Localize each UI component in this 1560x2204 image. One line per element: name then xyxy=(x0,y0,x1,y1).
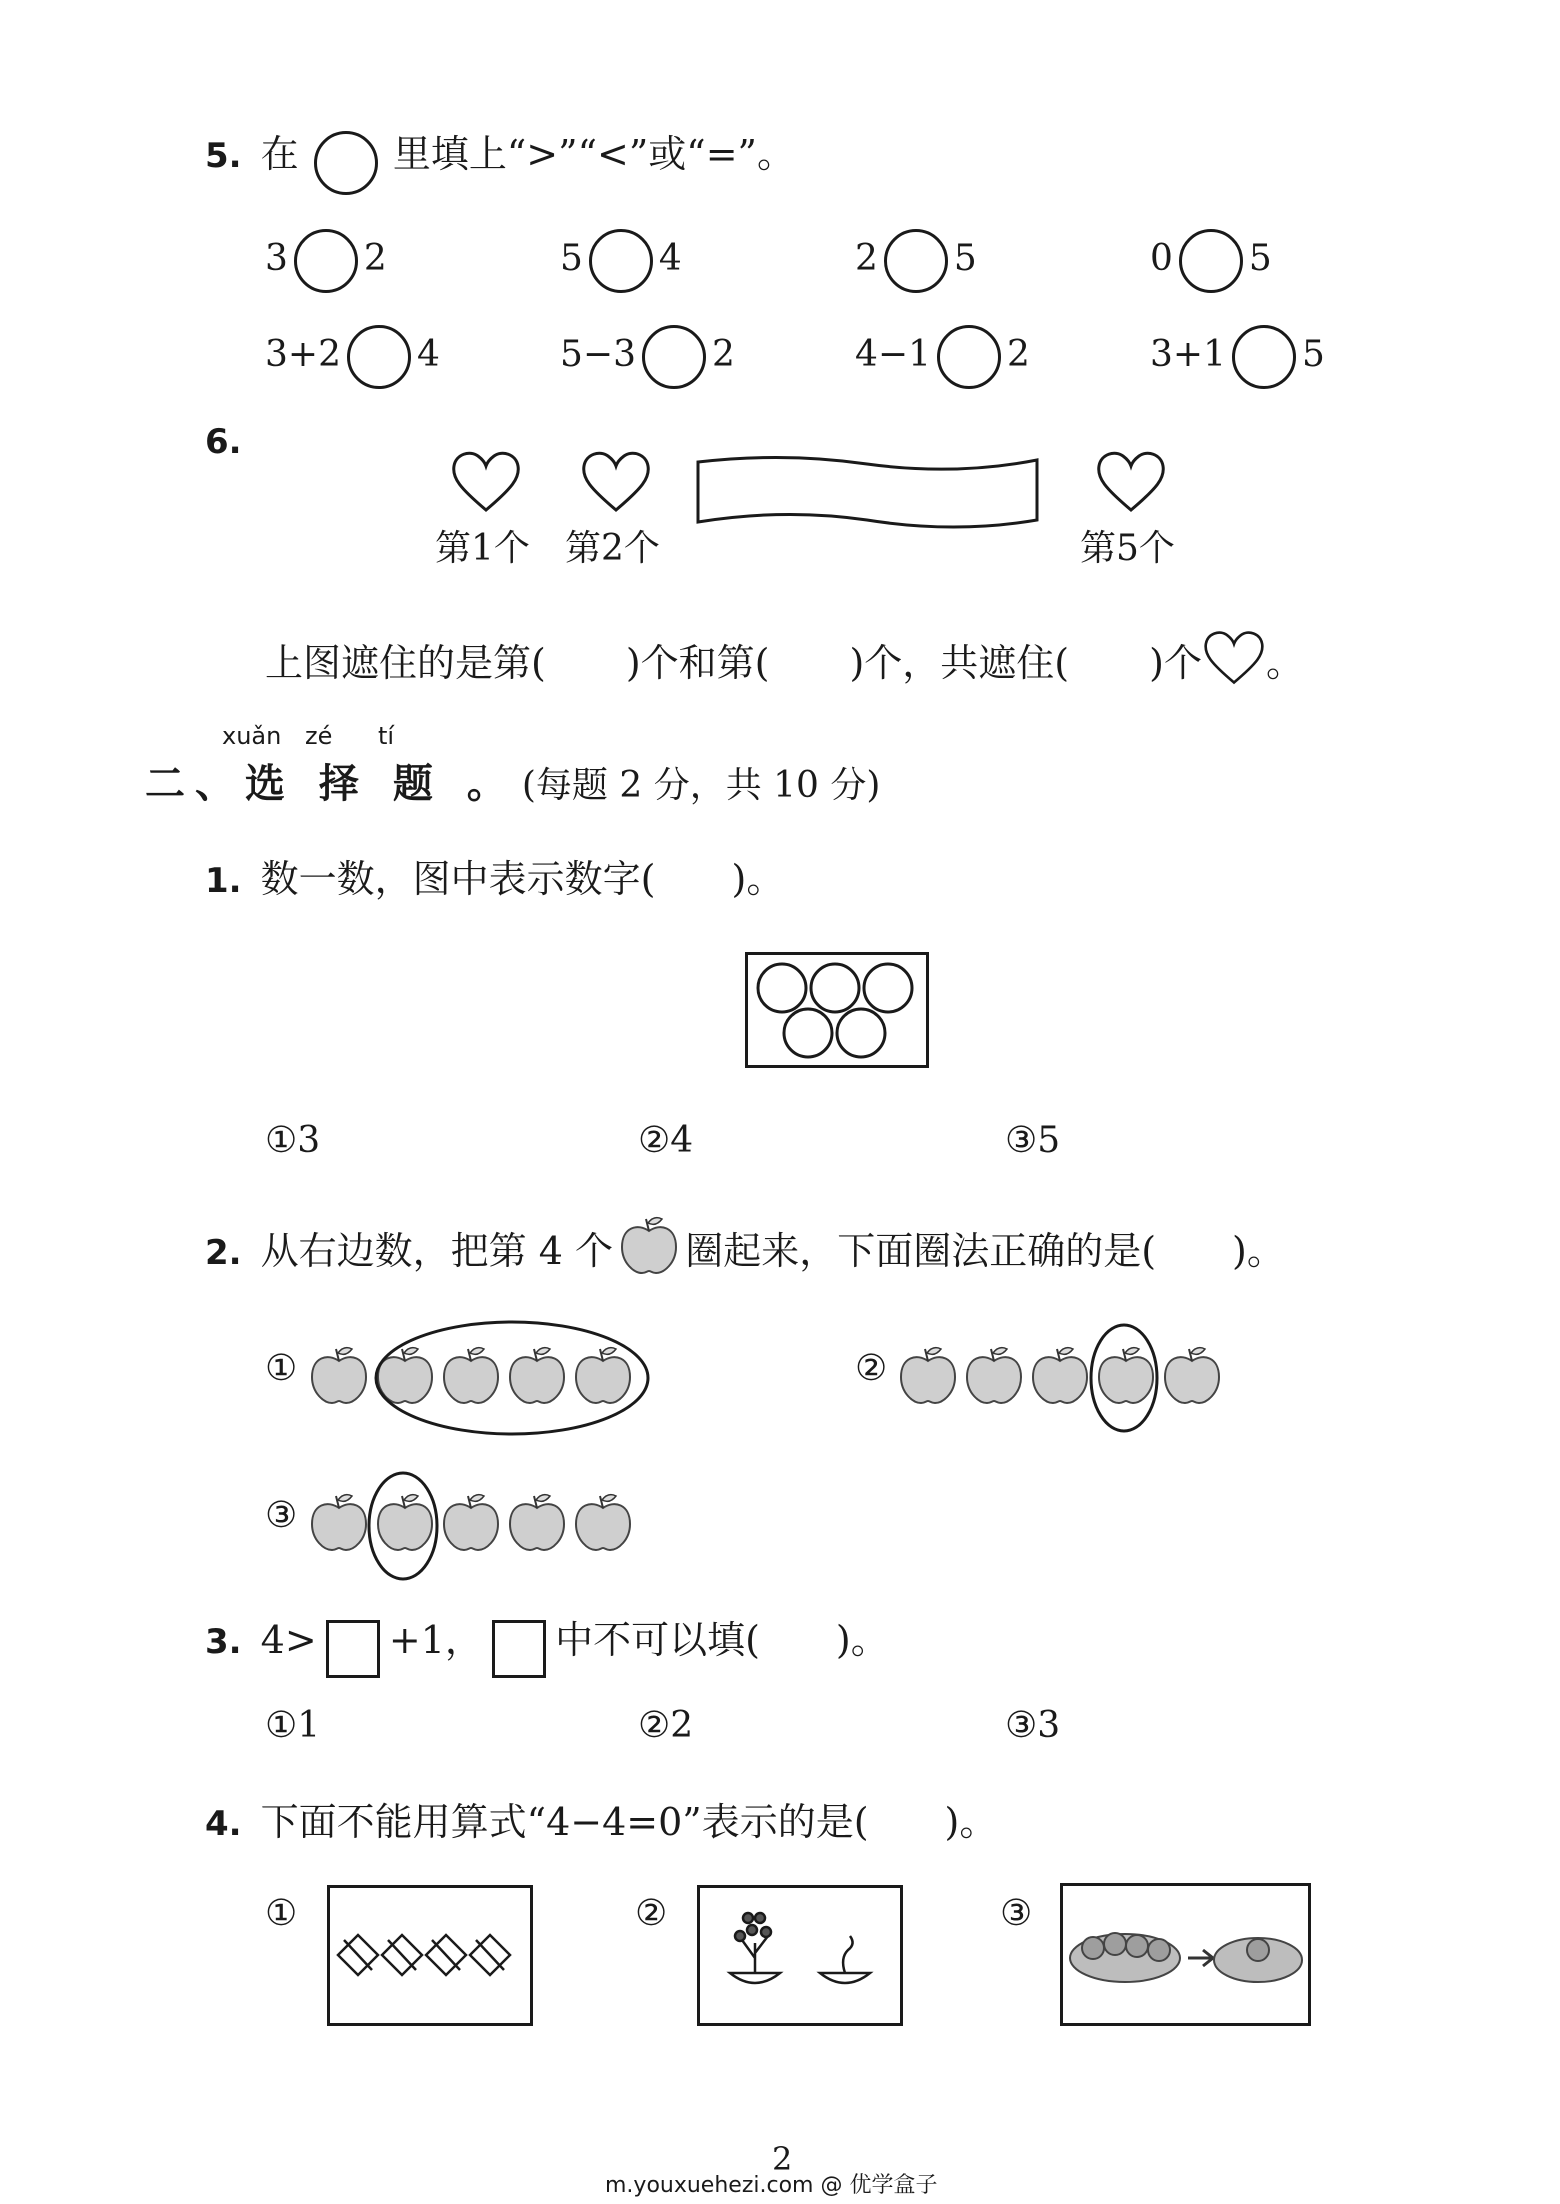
left-operand: 4−1 xyxy=(855,334,931,375)
section2-heading xyxy=(145,752,880,809)
c3-option-1: ①1 xyxy=(265,1705,321,1746)
watermark-site: m.youxuehezi.com @ 优学盒子 xyxy=(605,2173,938,2198)
apple-icon xyxy=(308,1345,370,1411)
c4-number: 4. xyxy=(205,1804,242,1844)
comparison-item xyxy=(265,322,440,388)
left-operand: 2 xyxy=(855,238,878,279)
comparison-item xyxy=(265,226,387,292)
right-operand: 5 xyxy=(1301,334,1325,375)
c4-option-3: ③ xyxy=(1000,1893,1033,1934)
c1-option-3: ③5 xyxy=(1005,1120,1061,1161)
q5-prefix: 在 xyxy=(260,132,299,176)
c2-option-3: ③ xyxy=(265,1495,298,1536)
selection-oval xyxy=(1088,1322,1160,1438)
c3-text-c: 中不可以填( )。 xyxy=(555,1618,889,1662)
q6-question xyxy=(265,628,1304,692)
answer-circle[interactable] xyxy=(642,325,706,389)
c2-text-b: 圈起来，下面圈法正确的是( )。 xyxy=(685,1229,1285,1273)
comparison-item xyxy=(1150,322,1325,388)
page-number: 2 xyxy=(772,2140,793,2178)
c3-option-2: ②2 xyxy=(638,1705,694,1746)
q5-instruction: 里填上“>”“<”或“=”。 xyxy=(392,132,795,176)
c4-option-1: ① xyxy=(265,1893,298,1934)
right-operand: 2 xyxy=(711,334,735,375)
apple-icon xyxy=(308,1492,370,1558)
c1-question xyxy=(205,848,784,903)
right-operand: 5 xyxy=(1248,238,1272,279)
answer-circle[interactable] xyxy=(1232,325,1296,389)
frogs-box xyxy=(1060,1883,1311,2026)
left-operand: 3+1 xyxy=(1150,334,1226,375)
heart-icon xyxy=(580,448,652,514)
answer-circle[interactable] xyxy=(347,325,411,389)
c2-number: 2. xyxy=(205,1233,242,1273)
answer-circle[interactable] xyxy=(1179,229,1243,293)
c2-option-1: ① xyxy=(265,1348,298,1389)
heart-icon xyxy=(450,448,522,514)
comparison-item xyxy=(855,322,1030,388)
left-operand: 3+2 xyxy=(265,334,341,375)
c1-text: 数一数，图中表示数字( )。 xyxy=(260,857,785,901)
c4-option-2: ② xyxy=(635,1893,668,1934)
blank-square xyxy=(492,1620,546,1678)
answer-circle[interactable] xyxy=(589,229,653,293)
apple-icon xyxy=(897,1345,959,1411)
left-operand: 3 xyxy=(265,238,288,279)
left-operand: 5 xyxy=(560,238,583,279)
section2-title: 二、选 择 题 。 xyxy=(145,760,517,807)
section2-pinyin-2: zé xyxy=(305,722,333,750)
section2-pinyin-1: xuǎn xyxy=(222,722,282,750)
apple-icon xyxy=(572,1492,634,1558)
cover-banner xyxy=(695,450,1040,536)
left-operand: 5−3 xyxy=(560,334,636,375)
answer-circle[interactable] xyxy=(937,325,1001,389)
right-operand: 4 xyxy=(658,238,682,279)
c3-option-3: ③3 xyxy=(1005,1705,1061,1746)
right-operand: 2 xyxy=(1006,334,1030,375)
q6-text-b: )个和第( xyxy=(625,641,770,685)
apple-icon xyxy=(1161,1345,1223,1411)
blank-circle xyxy=(314,131,378,195)
c3-text-b: +1， xyxy=(388,1618,483,1662)
apple-icon xyxy=(440,1492,502,1558)
flowerpots-box xyxy=(697,1885,903,2026)
c1-option-2: ②4 xyxy=(638,1120,694,1161)
heart-label-2: 第2个 xyxy=(565,528,660,569)
diamonds-box xyxy=(327,1885,533,2026)
q6-number: 6. xyxy=(205,422,242,462)
c4-text: 下面不能用算式“4−4=0”表示的是( )。 xyxy=(260,1800,998,1844)
heart-label-5: 第5个 xyxy=(1080,528,1175,569)
c1-option-1: ①3 xyxy=(265,1120,321,1161)
apple-icon xyxy=(618,1215,680,1304)
apple-icon xyxy=(1029,1345,1091,1411)
c2-question xyxy=(205,1215,1285,1279)
q6-text-d: )个 xyxy=(1149,641,1202,685)
left-operand: 0 xyxy=(1150,238,1173,279)
comparison-item xyxy=(560,226,682,292)
answer-circle[interactable] xyxy=(294,229,358,293)
c3-question xyxy=(205,1608,889,1672)
comparison-item xyxy=(855,226,977,292)
q5-header xyxy=(205,122,795,186)
c3-text-a: 4> xyxy=(260,1618,317,1662)
answer-circle[interactable] xyxy=(884,229,948,293)
selection-oval xyxy=(366,1470,440,1586)
c3-number: 3. xyxy=(205,1622,242,1662)
right-operand: 4 xyxy=(416,334,440,375)
comparison-item xyxy=(560,322,735,388)
q6-text-a: 上图遮住的是第( xyxy=(265,641,546,685)
circle-count-box xyxy=(745,952,929,1068)
q5-number: 5. xyxy=(205,136,242,176)
section2-note: (每题 2 分，共 10 分) xyxy=(521,765,881,806)
comparison-item xyxy=(1150,226,1272,292)
c2-text-a: 从右边数，把第 4 个 xyxy=(260,1229,614,1273)
q6-text-end: 。 xyxy=(1265,641,1304,685)
blank-square xyxy=(326,1620,380,1678)
q6-text-c: )个，共遮住( xyxy=(849,641,1070,685)
right-operand: 5 xyxy=(953,238,977,279)
c4-question xyxy=(205,1790,997,1854)
heart-label-1: 第1个 xyxy=(435,528,530,569)
apple-icon xyxy=(506,1492,568,1558)
selection-oval xyxy=(372,1318,652,1442)
c2-option-2: ② xyxy=(855,1348,888,1389)
right-operand: 2 xyxy=(363,238,387,279)
heart-icon xyxy=(1202,628,1266,705)
c1-number: 1. xyxy=(205,861,242,901)
heart-icon xyxy=(1095,448,1167,514)
apple-icon xyxy=(963,1345,1025,1411)
section2-pinyin-3: tí xyxy=(378,722,395,750)
